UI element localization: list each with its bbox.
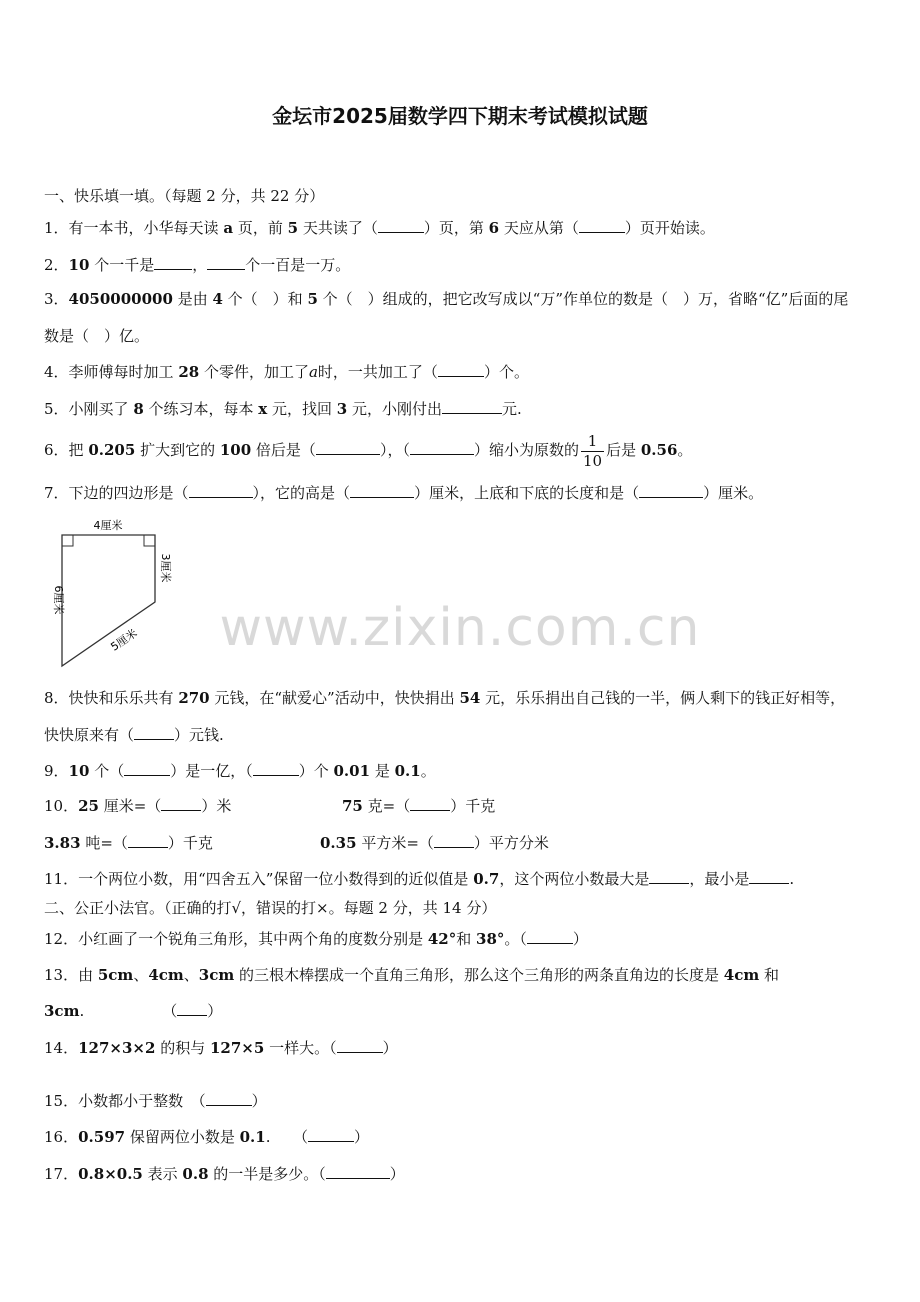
question-10-part-b: 75 克=（ ）千克 (342, 797, 496, 815)
question-10-part-c: 3.83 吨=（ ）千克 (44, 834, 213, 852)
answer-blank[interactable] (337, 1037, 383, 1053)
answer-blank[interactable] (434, 832, 474, 848)
answer-blank[interactable] (206, 1090, 252, 1106)
answer-blank[interactable] (438, 361, 484, 377)
answer-blank[interactable] (527, 928, 573, 944)
answer-blank[interactable] (189, 482, 253, 498)
answer-blank[interactable] (253, 760, 299, 776)
answer-blank[interactable] (378, 217, 424, 233)
fraction: $\frac{1}{10}$ (582, 431, 603, 470)
question-3: 3．4050000000 是由 4 个（ ）和 5 个（ ）组成的，把它改写成以“万”作单位的数是（ ）万，省略“亿”后面的尾 (44, 290, 849, 308)
question-7: 7．下边的四边形是（ ），它的高是（ ）厘米，上底和下底的长度和是（ ）厘米。 (44, 484, 764, 502)
answer-blank[interactable] (326, 1163, 390, 1179)
question-12: 12．小红画了一个锐角三角形，其中两个角的度数分别是 42°和 38°。（ ） (44, 930, 588, 948)
answer-blank[interactable] (649, 868, 689, 884)
question-1: 1．有一本书，小华每天读 a 页，前 5 天共读了（ ）页，第 6 天应从第（ ）页开始读。 (44, 219, 715, 237)
right-angle-mark-right (144, 535, 155, 546)
question-14: 14．127×3×2 的积与 127×5 一样大。（ ） (44, 1039, 398, 1057)
answer-blank[interactable] (134, 724, 174, 740)
trapezoid-figure (40, 515, 180, 675)
answer-blank[interactable] (350, 482, 414, 498)
question-13: 13．由 5cm、4cm、3cm 的三根木棒摆成一个直角三角形，那么这个三角形的两条直角边的长度是 4cm 和 (44, 966, 780, 984)
question-11: 11．一个两位小数，用“四舍五入”保留一位小数得到的近似值是 0.7，这个两位小数最大是 ，最小是 . (44, 870, 795, 888)
answer-blank[interactable] (308, 1126, 354, 1142)
answer-blank[interactable] (207, 254, 245, 270)
right-angle-mark-left (62, 535, 73, 546)
answer-blank[interactable] (749, 868, 789, 884)
answer-blank[interactable] (410, 795, 450, 811)
answer-blank[interactable] (124, 760, 170, 776)
question-17: 17．0.8×0.5 表示 0.8 的一半是多少。（ ） (44, 1165, 405, 1183)
answer-blank[interactable] (316, 439, 380, 455)
right-side-label: 3厘米 (159, 553, 172, 583)
section-2-header: 二、公正小法官。（正确的打√，错误的打×。每题 2 分，共 14 分） (44, 899, 497, 917)
answer-blank[interactable] (579, 217, 625, 233)
section-1-header: 一、快乐填一填。（每题 2 分，共 22 分） (44, 187, 325, 205)
watermark: www.zixin.com.cn (219, 598, 701, 658)
question-5: 5．小刚买了 8 个练习本，每本 x 元，找回 3 元，小刚付出 元. (44, 400, 522, 418)
question-8-cont: 快快原来有（ ）元钱. (44, 726, 224, 744)
question-16: 16．0.597 保留两位小数是 0.1. （ ） (44, 1128, 370, 1146)
question-2: 2．10 个一千是 ， 个一百是一万。 (44, 256, 351, 274)
slant-side-label: 5厘米 (108, 626, 140, 654)
answer-blank[interactable] (639, 482, 703, 498)
answer-blank[interactable] (128, 832, 168, 848)
question-9: 9．10 个（ ）是一亿，（ ）个 0.01 是 0.1。 (44, 762, 436, 780)
top-side-label: 4厘米 (93, 519, 123, 532)
page-title: 金坛市2025届数学四下期末考试模拟试题 (272, 104, 648, 128)
question-15: 15．小数都小于整数 （ ） (44, 1092, 267, 1110)
question-13-cont: 3cm. （ ） (44, 1002, 223, 1020)
answer-blank[interactable] (410, 439, 474, 455)
question-4: 4．李师傅每时加工 28 个零件，加工了a时，一共加工了（ ）个。 (44, 363, 529, 381)
answer-blank[interactable] (161, 795, 201, 811)
question-3-cont: 数是（ ）亿。 (44, 327, 150, 345)
question-10: 10．25 厘米=（ ）米 (44, 797, 232, 815)
answer-blank[interactable] (177, 1000, 207, 1016)
question-10-part-d: 0.35 平方米=（ ）平方分米 (320, 834, 549, 852)
trapezoid-shape (62, 535, 155, 666)
answer-blank[interactable] (154, 254, 192, 270)
question-6: 6．把 0.205 扩大到它的 100 倍后是（ ），（ ）缩小为原数的 $\frac{1}{10}$ 后是 0.56。 (44, 431, 693, 470)
question-8: 8．快快和乐乐共有 270 元钱，在“献爱心”活动中，快快捐出 54 元，乐乐捐出自己钱的一半，俩人剩下的钱正好相等， (44, 689, 846, 707)
left-side-label: 6厘米 (52, 585, 65, 615)
answer-blank[interactable] (442, 398, 502, 414)
